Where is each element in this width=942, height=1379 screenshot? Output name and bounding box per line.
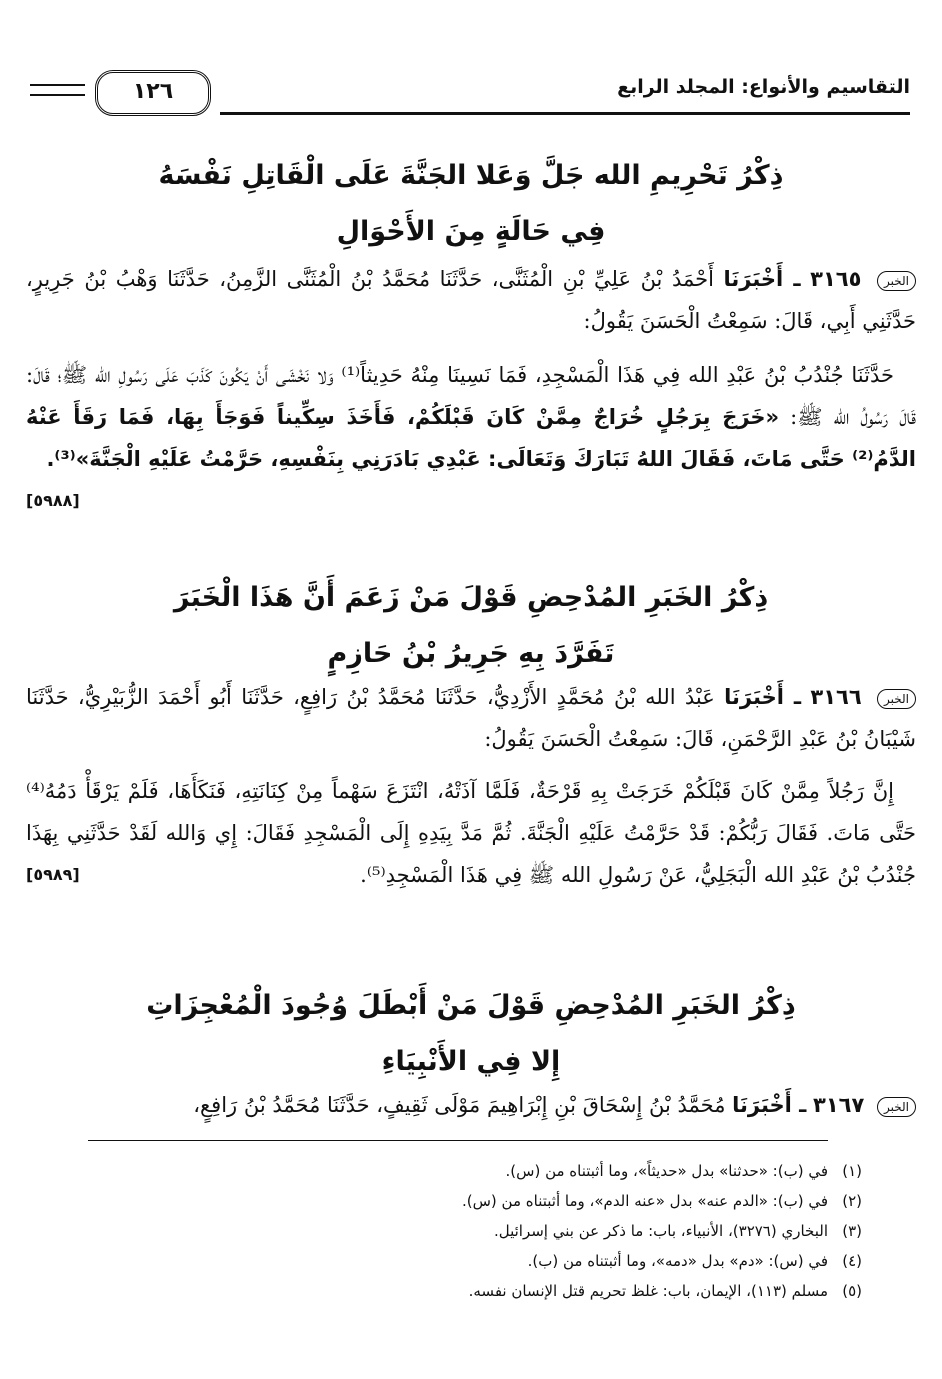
running-header-title: التقاسيم والأنواع: المجلد الرابع xyxy=(617,76,910,98)
footnote-separator xyxy=(88,1140,828,1141)
footnote-mark: (٣) xyxy=(842,1222,862,1240)
footnote-mark: (٥) xyxy=(842,1282,862,1300)
footnote-text: في (ب): «الدم عنه» بدل «عنه الدم»، وما أثبتناه من (س). xyxy=(462,1192,828,1210)
matn-text: إِنَّ رَجُلاً مِمَّنْ كَانَ قَبْلَكُمْ خَرَجَتْ بِهِ قَرْحَةٌ، فَلَمَّا آذَتْهُ، انْتَزَعَ سَهْماً مِنْ كِنَانَتِهِ، فَنَكَأَهَا، فَلَمْ يَرْقَأْ دَمُهُ⁽⁴⁾ حَتَّى مَاتَ. فَقَالَ رَبُّكُمْ: قَدْ حَرَّمْتُ عَلَيْهِ الْجَنَّةَ. ثُمَّ مَدَّ بِيَدِهِ إِلَى الْمَسْجِدِ فَقَالَ: إِي وَالله لَقَدْ حَدَّثَنِي بِهَذَا جُنْدُبُ بْنُ عَبْدِ الله الْبَجَلِيُّ، عَنْ رَسُولِ الله ﷺ فِي هَذَا الْمَسْجِدِ⁽⁵⁾. xyxy=(26,779,916,887)
heading-line: تَفَرَّدَ بِهِ جَرِيرُ بْنُ حَازِمٍ xyxy=(327,638,615,669)
page-number: ١٢٦ xyxy=(95,70,211,116)
heading-line: فِي حَالَةٍ مِنَ الأَحْوَالِ xyxy=(336,216,606,247)
prophetic-saying: «خَرَجَ بِرَجُلٍ خُرَاجٌ مِمَّنْ كَانَ قَبْلَكُمْ، فَأَخَذَ سِكِّيناً فَوَجَأَ بِهَا، فَمَا رَقَأَ عَنْهُ الدَّمُ⁽²⁾ حَتَّى مَاتَ، فَقَالَ اللهُ تَبَارَكَ وَتَعَالَى: عَبْدِي بَادَرَنِي بِنَفْسِهِ، حَرَّمْتُ عَلَيْهِ الْجَنَّةَ»⁽³⁾. xyxy=(26,405,916,471)
hadith-number: ٣١٦٧ xyxy=(813,1093,865,1117)
footnote-mark: (٤) xyxy=(842,1252,862,1270)
matn-text: حَدَّثَنَا جُنْدُبُ بْنُ عَبْدِ الله فِي هَذَا الْمَسْجِدِ، فَمَا نَسِينَا مِنْهُ حَدِيثاً⁽¹⁾ وَلا نَخْشَى أَنْ يَكُونَ كَذَبَ عَلَى رَسُولِ الله ﷺ؛ قَالَ: قَالَ رَسُولُ الله ﷺ: xyxy=(26,363,916,429)
reference-number: [٥٩٨٨] xyxy=(26,491,80,510)
section-heading xyxy=(40,570,902,682)
hadith-number: ٣١٦٦ xyxy=(810,685,862,709)
hadith-matn xyxy=(26,354,916,522)
khabar-badge: الخبر xyxy=(877,689,916,709)
hadith-matn xyxy=(26,770,916,896)
section-heading xyxy=(40,978,902,1090)
heading-line: ذِكْرُ الخَبَرِ المُدْحِضِ قَوْلَ مَنْ أَبْطَلَ وُجُودَ الْمُعْجِزَاتِ xyxy=(146,990,796,1021)
header-rule xyxy=(220,112,910,115)
isnad-text: عَبْدُ الله بْنُ مُحَمَّدٍ الأَزْدِيُّ، حَدَّثَنَا مُحَمَّدُ بْنُ رَافِعٍ، حَدَّثَنَا أَبُو أَحْمَدَ الزُّبَيْرِيُّ، حَدَّثَنَا شَيْبَانُ بْنُ عَبْدِ الرَّحْمَنِ، قَالَ: سَمِعْتُ الْحَسَنَ يَقُولُ: xyxy=(26,685,916,751)
hadith-isnad xyxy=(26,258,916,342)
isnad-text: مُحَمَّدُ بْنُ إِسْحَاقَ بْنِ إِبْرَاهِيمَ مَوْلَى ثَقِيفٍ، حَدَّثَنَا مُحَمَّدُ بْنُ رَافِعٍ، xyxy=(193,1093,726,1117)
header-rule-left xyxy=(30,84,85,96)
heading-line: ذِكْرُ تَحْرِيمِ الله جَلَّ وَعَلا الجَنَّةَ عَلَى الْقَاتِلِ نَفْسَهُ xyxy=(158,160,784,191)
footnote-text: البخاري (٣٢٧٦)، الأنبياء، باب: ما ذكر عن بني إسرائيل. xyxy=(493,1222,828,1240)
footnote-text: مسلم (١١٣)، الإيمان، باب: غلظ تحريم قتل الإنسان نفسه. xyxy=(468,1282,828,1300)
footnote-item xyxy=(62,1246,862,1276)
footnote-text: في (ب): «حدثنا» بدل «حديثاً»، وما أثبتناه من (س). xyxy=(505,1162,828,1180)
footnotes-list xyxy=(62,1156,862,1306)
hadith-isnad xyxy=(26,1084,916,1126)
footnote-item xyxy=(62,1216,862,1246)
footnote-mark: (٢) xyxy=(842,1192,862,1210)
khabar-badge: الخبر xyxy=(877,271,916,291)
footnote-item xyxy=(62,1276,862,1306)
akhbarana-word: ـ أَخْبَرَنَا xyxy=(723,267,801,291)
footnote-item xyxy=(62,1156,862,1186)
hadith-isnad xyxy=(26,676,916,760)
khabar-badge: الخبر xyxy=(877,1097,916,1117)
heading-line: إِلا فِي الأَنْبِيَاءِ xyxy=(381,1046,561,1077)
heading-line: ذِكْرُ الخَبَرِ المُدْحِضِ قَوْلَ مَنْ زَعَمَ أَنَّ هَذَا الْخَبَرَ xyxy=(173,582,769,613)
reference-number: [٥٩٨٩] xyxy=(26,865,80,884)
running-header xyxy=(30,70,910,120)
isnad-text: أَحْمَدُ بْنُ عَلِيِّ بْنِ الْمُثَنَّى، حَدَّثَنَا مُحَمَّدُ بْنُ الْمُثَنَّى الزَّمِنُ، حَدَّثَنَا وَهْبُ بْنُ جَرِيرٍ، حَدَّثَنِي أَبِي، قَالَ: سَمِعْتُ الْحَسَنَ يَقُولُ: xyxy=(26,267,916,333)
akhbarana-word: ـ أَخْبَرَنَا xyxy=(724,685,802,709)
section-heading xyxy=(40,148,902,260)
hadith-number: ٣١٦٥ xyxy=(810,267,862,291)
footnote-text: في (س): «دم» بدل «دمه»، وما أثبتناه من (ب). xyxy=(527,1252,828,1270)
akhbarana-word: ـ أَخْبَرَنَا xyxy=(732,1093,807,1117)
footnote-mark: (١) xyxy=(842,1162,862,1180)
footnote-item xyxy=(62,1186,862,1216)
